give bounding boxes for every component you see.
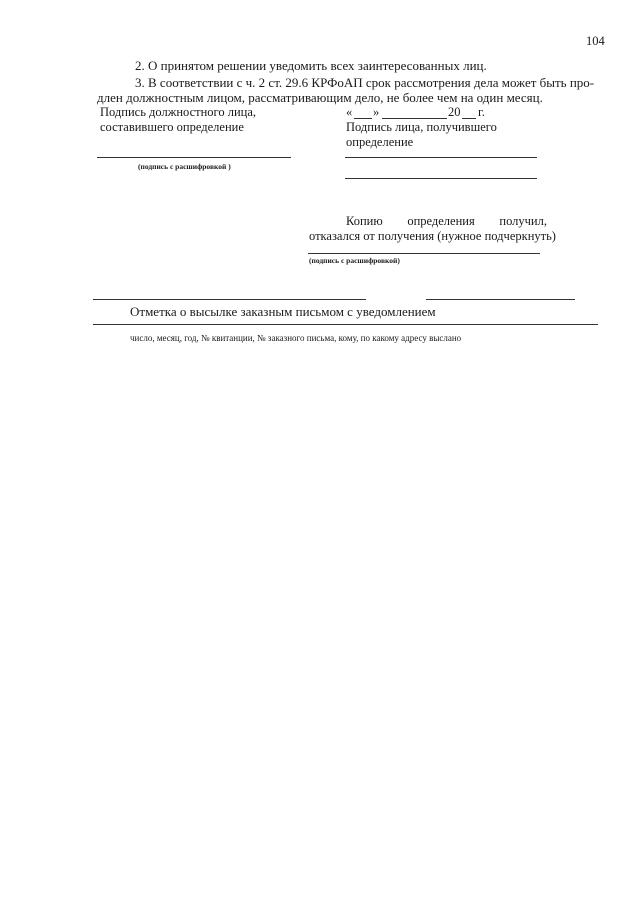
recipient-signature-label-line-1: Подпись лица, получившего [346, 120, 497, 134]
mailing-mark-line [93, 324, 598, 325]
date-year-prefix: 20 [448, 105, 461, 119]
copy-received-signature-line [308, 253, 540, 254]
official-signature-label-line-1: Подпись должностного лица, [100, 105, 257, 119]
copy-received-line-2: отказался от получения (нужное подчеркнуть) [309, 229, 556, 243]
copy-received-line-1 [346, 214, 547, 229]
date-day-line [354, 118, 372, 119]
recipient-signature-label-line-2: определение [346, 135, 414, 149]
mailing-mark-caption: число, месяц, год, № квитанции, № заказного письма, кому, по какому адресу выслано [130, 333, 462, 343]
recipient-signature-line-2 [345, 178, 537, 179]
date-year-line [462, 118, 476, 119]
official-signature-caption: (подпись с расшифровкой ) [138, 162, 231, 171]
paragraph-3-line-1: 3. В соответствии с ч. 2 ст. 29.6 КРФоАП срок рассмотрения дела может быть про- [135, 75, 595, 90]
copy-received-word-1: Копию [346, 214, 383, 228]
date-month-line [382, 118, 447, 119]
copy-received-caption: (подпись с расшифровкой) [309, 256, 400, 265]
page-number: 104 [586, 34, 605, 48]
date-close-quote: » [373, 105, 380, 119]
copy-received-word-3: получил, [499, 214, 547, 228]
official-signature-line [97, 157, 291, 158]
date-open-quote: « [346, 105, 353, 119]
separator-line-left [93, 299, 366, 300]
separator-line-right [426, 299, 575, 300]
mailing-mark-title: Отметка о высылке заказным письмом с уведомлением [130, 304, 436, 319]
date-year-suffix: г. [478, 105, 485, 119]
recipient-signature-line-1 [345, 157, 537, 158]
paragraph-2: 2. О принятом решении уведомить всех заинтересованных лиц. [135, 58, 487, 73]
paragraph-3-line-2: длен должностным лицом, рассматривающим дело, не более чем на один месяц. [97, 90, 543, 105]
official-signature-label-line-2: составившего определение [100, 120, 244, 134]
copy-received-word-2: определения [407, 214, 475, 228]
